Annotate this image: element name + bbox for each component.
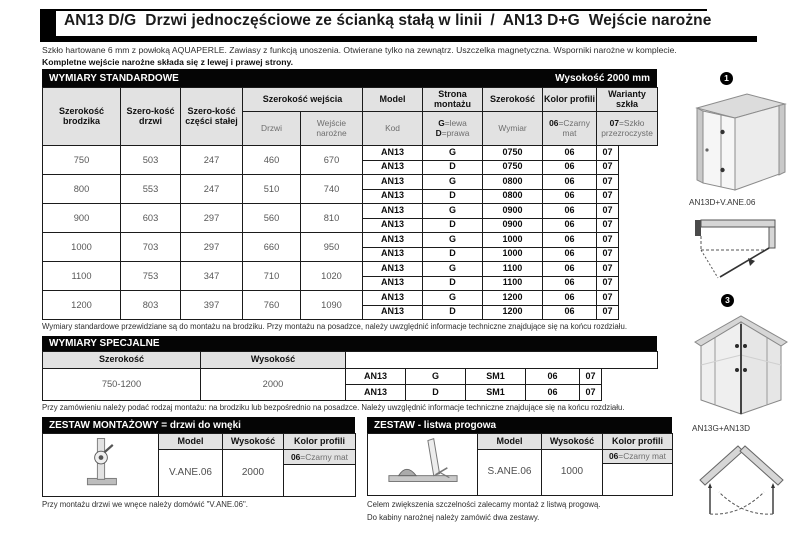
figure-3-caption: AN13G+AN13D [692,424,751,433]
threshold-kit-footnote-1: Celem zwiększenia szczelności zalecamy montaż z listwą progową. [367,500,601,509]
color-cell: 06 [543,189,597,204]
entry-door-cell: 710 [243,262,301,291]
model-cell: AN13 [363,305,423,320]
special-header-width: Szerokość [43,352,201,369]
dimension-cell: 0800 [483,175,543,190]
corner-plan-view-illustration [694,438,789,523]
subheader-door: Drzwi [243,112,301,146]
spacer-cell [619,146,658,161]
side-figures-panel [688,58,800,536]
color-cell: 06 [543,160,597,175]
col-header-tray-width: Szerokość brodzika [43,88,121,146]
entry-corner-cell: 740 [301,175,363,204]
tray-width-cell: 1100 [43,262,121,291]
title-separator: / [490,12,495,29]
door-width-cell: 703 [121,233,181,262]
col-header-entry-width: Szerokość wejścia [243,88,363,112]
mount-kit-model-cell: V.ANE.06 [159,450,223,497]
model-cell: AN13 [363,218,423,233]
mount-kit-height-cell: 2000 [223,450,284,497]
entry-corner-cell: 950 [301,233,363,262]
door-width-cell: 553 [121,175,181,204]
title-text-left: Drzwi jednoczęściowe ze ścianką stałą w linii [145,12,483,29]
door-width-cell: 603 [121,204,181,233]
model-cell: AN13 [363,247,423,262]
fixed-width-cell: 297 [181,204,243,233]
side-cell: D [423,189,483,204]
entry-door-cell: 460 [243,146,301,175]
door-width-cell: 803 [121,291,181,320]
color-cell: 06 [543,291,597,306]
threshold-kit-height-cell: 1000 [542,450,603,496]
title-code-left: AN13 D/G [64,12,137,29]
spacer-cell [619,233,658,248]
side-cell: G [423,204,483,219]
fixed-width-cell: 247 [181,175,243,204]
threshold-kit-color-legend: 06=Czarny mat [603,450,673,464]
side-cell: G [423,291,483,306]
special-width-cell: 750-1200 [43,369,201,401]
spacer-cell [602,369,658,385]
model-cell: AN13 [363,276,423,291]
intro-line-1: Szkło hartowane 6 mm z powłoką AQUAPERLE. Zawiasy z funkcją unoszenia. Otwierane tylko na zewnątrz. Uszczelka magnetyczna. Wsporniki narożne w komplecie. [42,45,677,55]
dimension-cell: 0800 [483,189,543,204]
side-cell: D [423,276,483,291]
spacer-cell [619,160,658,175]
dimension-cell: 0900 [483,218,543,233]
threshold-kit-model-cell: S.ANE.06 [478,450,542,496]
standard-footnote: Wymiary standardowe przewidziane są do montażu na brodziku. Przy montażu na posadzce, należy uwzględnić informacje techniczne znajdujące się na końcu rozdziału. [42,322,628,331]
col-header-width: Szerokość [483,88,543,112]
door-width-cell: 503 [121,146,181,175]
entry-corner-cell: 670 [301,146,363,175]
subheader-corner-entry: Wejście narożne [301,112,363,146]
dimension-cell: 0750 [483,146,543,161]
mount-kit-table [42,433,356,497]
dimension-cell: 1000 [483,247,543,262]
glass-cell: 07 [597,291,619,306]
tray-width-cell: 1200 [43,291,121,320]
side-cell: G [423,146,483,161]
spacer-cell [619,218,658,233]
title-bottom-rule [40,36,757,42]
standard-band-title: WYMIARY STANDARDOWE [49,72,179,84]
side-cell: G [423,262,483,277]
special-height-cell: 2000 [201,369,346,401]
figure-3-badge: 3 [721,294,734,307]
entry-door-cell: 660 [243,233,301,262]
glass-cell: 07 [580,369,602,385]
tray-width-cell: 1000 [43,233,121,262]
mount-kit-header-model: Model [159,434,223,450]
color-cell: 06 [543,233,597,248]
spacer-cell [619,247,658,262]
mount-kit-header-height: Wysokość [223,434,284,450]
figure-1-caption: AN13D+V.ANE.06 [689,198,756,207]
dimension-cell: 1100 [483,262,543,277]
color-cell: 06 [526,385,580,401]
threshold-kit-band [367,417,672,433]
subheader-glass-legend: 07=Szkło przezroczyste [597,112,658,146]
intro-paragraph [42,45,702,68]
fixed-width-cell: 347 [181,262,243,291]
side-cell: D [423,218,483,233]
color-cell: 06 [543,276,597,291]
glass-cell: 07 [597,146,619,161]
door-plan-view-illustration [692,210,787,290]
dimension-cell: 0750 [483,160,543,175]
dimension-cell: 1200 [483,305,543,320]
dimension-cell: 1200 [483,291,543,306]
dimension-cell: SM1 [466,385,526,401]
title-code-right: AN13 D+G [502,12,580,29]
threshold-kit-footnote-2: Do kabiny narożnej należy zamówić dwa zestawy. [367,513,540,522]
entry-door-cell: 510 [243,175,301,204]
col-header-profile-color: Kolor profili [543,88,597,112]
spacer-cell [602,385,658,401]
entry-door-cell: 560 [243,204,301,233]
side-cell: G [423,233,483,248]
threshold-kit-header-model: Model [478,434,542,450]
dimension-cell: 1100 [483,276,543,291]
col-header-fixed-part-width: Szero-kość części stałej [181,88,243,146]
spacer-cell [619,262,658,277]
niche-door-3d-illustration [690,88,792,196]
fixed-width-cell: 297 [181,233,243,262]
col-header-mount-side: Strona montażu [423,88,483,112]
spacer-cell [619,189,658,204]
title-left-bar [40,9,56,36]
glass-cell: 07 [597,160,619,175]
side-cell: D [406,385,466,401]
entry-corner-cell: 810 [301,204,363,233]
threshold-kit-band-title: ZESTAW - listwa progowa [374,419,497,431]
threshold-kit-header-color: Kolor profili [603,434,673,450]
glass-cell: 07 [597,204,619,219]
page-title [64,12,754,30]
hinge-profile-icon [69,434,133,492]
threshold-illustration [368,434,478,496]
spacer-cell [619,204,658,219]
model-cell: AN13 [346,385,406,401]
title-block [40,9,757,42]
subheader-dimension: Wymiar [483,112,543,146]
entry-door-cell: 760 [243,291,301,320]
subheader-side-legend: G=lewa D=prawa [423,112,483,146]
special-footnote: Przy zamówieniu należy podać rodzaj montażu: na brodziku lub bezpośrednio na posadzce. Należy uwzględnić informacje techniczne znajdujące się na końcu rozdziału. [42,403,625,412]
fixed-width-cell: 397 [181,291,243,320]
side-cell: D [423,305,483,320]
color-cell: 06 [543,175,597,190]
fixed-width-cell: 247 [181,146,243,175]
special-header-empty [346,352,658,369]
tray-width-cell: 800 [43,175,121,204]
mount-kit-empty-cell [284,465,356,497]
special-header-height: Wysokość [201,352,346,369]
color-cell: 06 [543,218,597,233]
special-table [42,351,658,401]
model-cell: AN13 [363,262,423,277]
col-header-glass-variant: Warianty szkła [597,88,658,112]
hinge-illustration [43,434,159,497]
intro-line-2: Kompletne wejście narożne składa się z lewej i prawej strony. [42,56,294,67]
model-cell: AN13 [363,160,423,175]
corner-entry-3d-illustration [690,310,792,422]
glass-cell: 07 [580,385,602,401]
spacer-cell [619,291,658,306]
spacer-cell [619,175,658,190]
col-header-model: Model [363,88,423,112]
side-cell: D [423,160,483,175]
model-cell: AN13 [363,291,423,306]
mount-kit-band-title: ZESTAW MONTAŻOWY = drzwi do wnęki [49,419,241,431]
special-band [42,336,657,351]
dimension-cell: 0900 [483,204,543,219]
glass-cell: 07 [597,276,619,291]
dimension-cell: SM1 [466,369,526,385]
color-cell: 06 [526,369,580,385]
col-header-door-width: Szero-kość drzwi [121,88,181,146]
spacer-cell [619,305,658,320]
entry-corner-cell: 1020 [301,262,363,291]
title-text-right: Wejście narożne [588,12,712,29]
model-cell: AN13 [363,189,423,204]
model-cell: AN13 [346,369,406,385]
side-cell: D [423,247,483,262]
model-cell: AN13 [363,175,423,190]
color-cell: 06 [543,146,597,161]
glass-cell: 07 [597,233,619,248]
color-cell: 06 [543,247,597,262]
standard-band-height: Wysokość 2000 mm [555,72,650,84]
side-cell: G [423,175,483,190]
threshold-kit-header-height: Wysokość [542,434,603,450]
glass-cell: 07 [597,305,619,320]
color-cell: 06 [543,262,597,277]
glass-cell: 07 [597,247,619,262]
model-cell: AN13 [363,146,423,161]
standard-table [42,87,658,320]
threshold-kit-table [367,433,673,496]
mount-kit-band [42,417,355,433]
color-cell: 06 [543,305,597,320]
glass-cell: 07 [597,262,619,277]
tray-width-cell: 750 [43,146,121,175]
mount-kit-footnote: Przy montażu drzwi we wnęce należy domówić "V.ANE.06". [42,500,248,509]
tray-width-cell: 900 [43,204,121,233]
side-cell: G [406,369,466,385]
special-band-title: WYMIARY SPECJALNE [49,338,160,349]
threshold-kit-empty-cell [603,464,673,496]
standard-band [42,69,657,87]
threshold-strip-icon [385,434,461,490]
entry-corner-cell: 1090 [301,291,363,320]
glass-cell: 07 [597,218,619,233]
color-cell: 06 [543,204,597,219]
spacer-cell [619,276,658,291]
model-cell: AN13 [363,233,423,248]
figure-1-badge: 1 [720,72,733,85]
subheader-code: Kod [363,112,423,146]
mount-kit-color-legend: 06=Czarny mat [284,450,356,465]
glass-cell: 07 [597,189,619,204]
title-top-rule [56,9,707,11]
model-cell: AN13 [363,204,423,219]
glass-cell: 07 [597,175,619,190]
subheader-color-legend: 06=Czarny mat [543,112,597,146]
mount-kit-header-color: Kolor profili [284,434,356,450]
door-width-cell: 753 [121,262,181,291]
dimension-cell: 1000 [483,233,543,248]
